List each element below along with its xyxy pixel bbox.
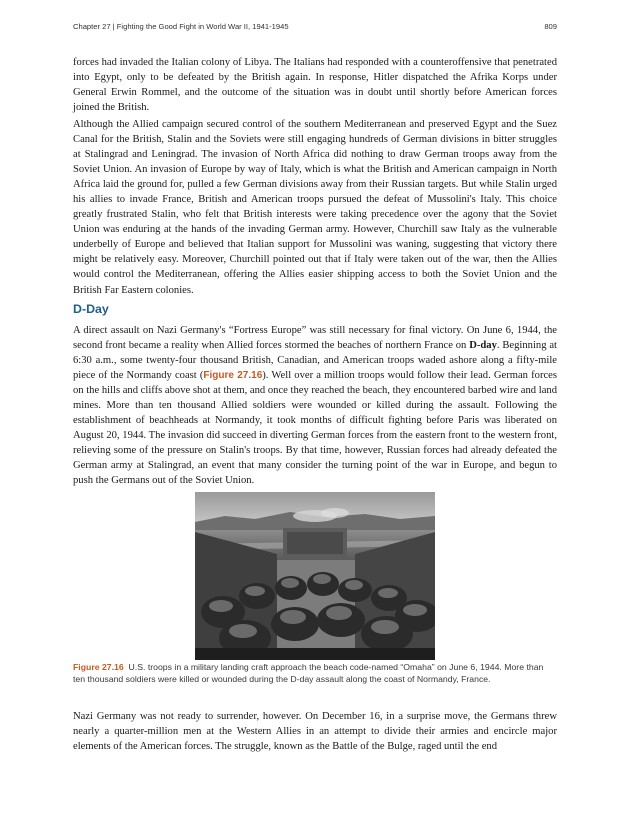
- section-heading-d-day: D-Day: [73, 302, 109, 316]
- paragraph-d-day-text-2: . Beginning at 6:30 a.m., some twenty-four thousand British, Canadian, and American troops waded ashore along a fifty-mile piece of the Normandy coast (: [73, 340, 557, 382]
- paragraph-battle-of-the-bulge: Nazi Germany was not ready to surrender, however. On December 16, in a surprise move, the Germans threw nearly a quarter-million men at the Western Allies in an attempt to divide their armies and encircle major elements of the American forces. The struggle, known as the Battle of the Bulge, raged until the end: [73, 711, 557, 753]
- page-number: 809: [544, 22, 557, 31]
- figure-label: Figure 27.16: [73, 662, 124, 672]
- paragraph-d-day-text-1: A direct assault on Nazi Germany's “Fortress Europe” was still necessary for final victory. On June 6, 1944, the second front became a reality when Allied forces stormed the beaches of northern France on: [73, 325, 557, 352]
- key-term-d-day: D-day: [469, 340, 497, 352]
- figure-caption-text: U.S. troops in a military landing craft approach the beach code-named “Omaha” on June 6, 1944. More than ten thousand soldiers were killed or wounded during the D-day assault along the coast of Normandy, France.: [73, 662, 544, 684]
- paragraph-d-day: [73, 323, 557, 489]
- running-header: [73, 22, 557, 31]
- landing-craft-photo: [195, 492, 435, 660]
- paragraph-allied-campaign: Although the Allied campaign secured control of the southern Mediterranean and preserved Egypt and the Suez Canal for the British, Stalin and the Soviets were still engaging hundreds of German divisions in bitter struggles at Stalingrad and Leningrad. The invasion of North Africa did nothing to draw German troops away from the Soviet Union. An invasion of Europe by way of Italy, which is what the British and American campaign in North Africa laid the ground for, pulled a few German divisions away from their Russian targets. But while Stalin urged his allies to invade France, British and American troops pursued the defeat of Mussolini's Italy. This choice greatly frustrated Stalin, who felt that British interests were taking precedence over the agony that the Soviet Union was enduring at the hands of the invading German army. However, Churchill saw Italy as the vulnerable underbelly of Europe and believed that Italian support for Mussolini was waning, suggesting that victory there might be relatively easy. Moreover, Churchill pointed out that if Italy were taken out of the war, then the Allies would control the Mediterranean, offering the Allies easier shipping access to both the Soviet Union and the British Far Eastern colonies.: [73, 119, 557, 296]
- paragraph-d-day-text-3: ). Well over a million troops would follow their lead. German forces on the hills and cliffs above shot at them, and once they reached the beach, they encountered barbed wire and land mines. More than ten thousand Allied soldiers were wounded or killed during the assault. Following the establishment of beachheads at Normandy, it took months of difficult fighting before Paris was liberated on August 20, 1944. The invasion did succeed in diverting German forces from the eastern front to the western front, relieving some of the pressure on Stalin's troops. By that time, however, Russian forces had already defeated the German army at Stalingrad, an event that many consider the turning point of the war in Europe, and begun to push the Germans out of the Soviet Union.: [73, 370, 558, 487]
- paragraph-libya: forces had invaded the Italian colony of Libya. The Italians had responded with a counteroffensive that penetrated into Egypt, only to be defeated by the British again. In response, Hitler dispatched the Afrika Korps under General Erwin Rommel, and the outcome of the situation was in doubt until shortly before American forces joined the British.: [73, 57, 557, 114]
- figure-caption: [73, 661, 557, 685]
- figure-reference-link[interactable]: Figure 27.16: [203, 370, 263, 382]
- chapter-title: Chapter 27 | Fighting the Good Fight in World War II, 1941-1945: [73, 22, 289, 31]
